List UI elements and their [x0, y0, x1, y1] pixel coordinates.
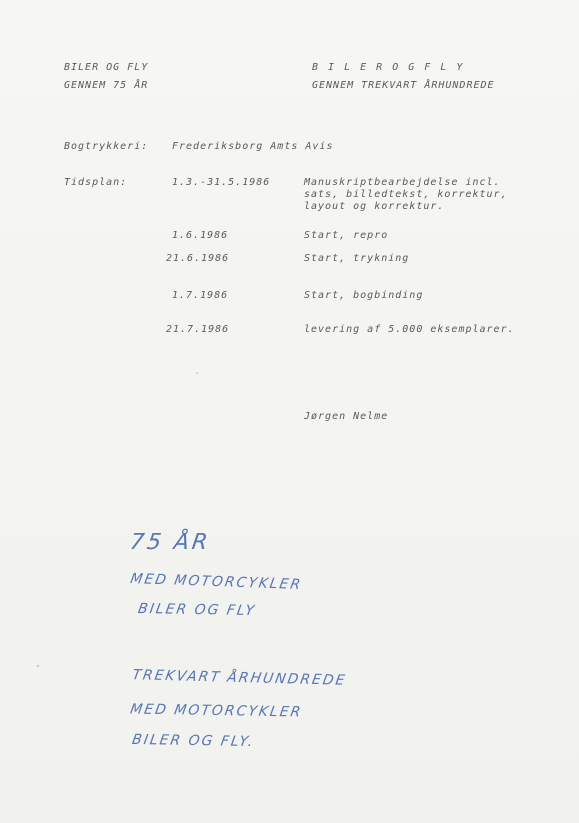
handwritten-line: 75 ÅR — [128, 530, 213, 555]
handwritten-line: TREKVART ÅRHUNDREDE — [131, 667, 348, 689]
schedule-task-line: Start, bogbinding — [304, 290, 424, 301]
schedule-date: 21.7.1986 — [166, 324, 230, 335]
schedule-task-line: Start, repro — [304, 230, 389, 241]
header-right-title: B I L E R O G F L Y — [312, 62, 465, 73]
header-right-subtitle: GENNEM TREKVART ÅRHUNDREDE — [312, 80, 495, 91]
schedule-task-line: levering af 5.000 eksemplarer. — [304, 324, 515, 335]
schedule-date: 1.3.-31.5.1986 — [172, 177, 271, 188]
header-left-subtitle: GENNEM 75 ÅR — [64, 80, 149, 91]
handwritten-line: BILER OG FLY — [136, 600, 258, 620]
schedule-task-line: Start, trykning — [304, 253, 410, 264]
schedule-date: 21.6.1986 — [166, 253, 230, 264]
paper-speck — [196, 372, 198, 374]
signature-name: Jørgen Nelme — [304, 411, 389, 422]
schedule-task-line: sats, billedtekst, korrektur, — [304, 189, 508, 200]
paper-speck — [37, 665, 39, 667]
header-left-title: BILER OG FLY — [64, 62, 149, 73]
schedule-task-line: Manuskriptbearbejdelse incl. — [304, 177, 501, 188]
handwritten-line: MED MOTORCYKLER — [128, 701, 304, 721]
handwritten-line: BILER OG FLY. — [130, 731, 256, 751]
schedule-date: 1.6.1986 — [172, 230, 229, 241]
schedule-date: 1.7.1986 — [172, 290, 229, 301]
schedule-task-line: layout og korrektur. — [304, 201, 445, 212]
printer-label: Bogtrykkeri: — [64, 141, 149, 152]
schedule-label: Tidsplan: — [64, 177, 128, 188]
printer-value: Frederiksborg Amts Avis — [172, 141, 334, 152]
handwritten-line: MED MOTORCYKLER — [129, 570, 304, 594]
